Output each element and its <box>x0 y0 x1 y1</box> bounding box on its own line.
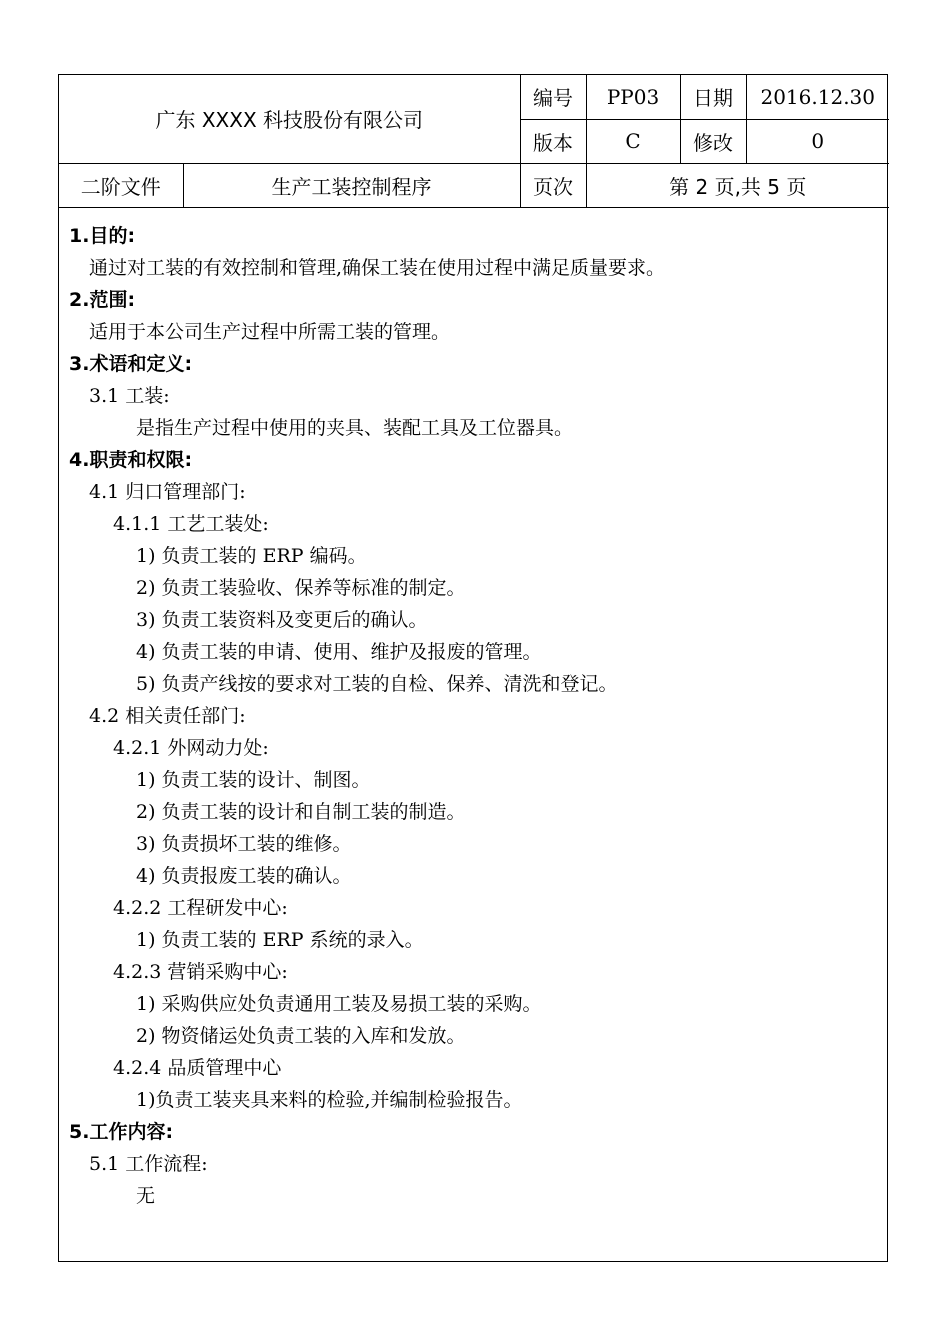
section-heading: 1.目的: <box>69 225 136 247</box>
doc-title: 生产工装控制程序 <box>183 163 520 207</box>
list-item: 3) 负责工装资料及变更后的确认。 <box>136 609 428 631</box>
list-item: 5) 负责产线按的要求对工装的自检、保养、清洗和登记。 <box>136 673 618 695</box>
body-line: 适用于本公司生产过程中所需工装的管理。 <box>89 321 451 343</box>
date-label: 日期 <box>680 75 746 119</box>
list-item: 2) 负责工装验收、保养等标准的制定。 <box>136 577 466 599</box>
body-line: 无 <box>136 1185 156 1207</box>
date-value: 2016.12.30 <box>746 75 889 119</box>
section-heading: 4.职责和权限: <box>69 449 193 471</box>
list-item: 1) 负责工装的 ERP 系统的录入。 <box>136 929 424 951</box>
page-value: 第 2 页,共 5 页 <box>586 163 889 207</box>
code-label: 编号 <box>520 75 586 119</box>
revision-label: 修改 <box>680 119 746 163</box>
section-heading: 3.术语和定义: <box>69 353 193 375</box>
body-line: 4.1.1 工艺工装处: <box>113 513 269 535</box>
list-item: 1) 负责工装的设计、制图。 <box>136 769 371 791</box>
body-line: 4.2.1 外网动力处: <box>113 737 269 759</box>
body-line: 4.2.2 工程研发中心: <box>113 897 288 919</box>
list-item: 1) 负责工装的 ERP 编码。 <box>136 545 367 567</box>
list-item: 4) 负责报废工装的确认。 <box>136 865 352 887</box>
revision-value: 0 <box>746 119 889 163</box>
document-header-table <box>59 75 889 208</box>
list-item: 3) 负责损坏工装的维修。 <box>136 833 352 855</box>
body-line: 是指生产过程中使用的夹具、装配工具及工位器具。 <box>136 417 574 439</box>
list-item: 1) 采购供应处负责通用工装及易损工装的采购。 <box>136 993 542 1015</box>
body-line: 4.1 归口管理部门: <box>89 481 246 503</box>
section-heading: 2.范围: <box>69 289 136 311</box>
body-line: 通过对工装的有效控制和管理,确保工装在使用过程中满足质量要求。 <box>89 257 666 279</box>
list-item: 4) 负责工装的申请、使用、维护及报废的管理。 <box>136 641 542 663</box>
company-name: 广东 XXXX 科技股份有限公司 <box>59 75 520 163</box>
body-line: 5.1 工作流程: <box>89 1153 208 1175</box>
version-value: C <box>586 119 680 163</box>
body-line: 4.2.4 品质管理中心 <box>113 1057 282 1079</box>
body-line: 3.1 工装: <box>89 385 170 407</box>
page-label: 页次 <box>520 163 586 207</box>
doc-level: 二阶文件 <box>59 163 183 207</box>
list-item: 2) 负责工装的设计和自制工装的制造。 <box>136 801 466 823</box>
list-item: 2) 物资储运处负责工装的入库和发放。 <box>136 1025 466 1047</box>
code-value: PP03 <box>586 75 680 119</box>
document-frame <box>58 74 888 1262</box>
section-heading: 5.工作内容: <box>69 1121 174 1143</box>
version-label: 版本 <box>520 119 586 163</box>
body-line: 4.2 相关责任部门: <box>89 705 246 727</box>
list-item: 1)负责工装夹具来料的检验,并编制检验报告。 <box>136 1089 523 1111</box>
body-line: 4.2.3 营销采购中心: <box>113 961 288 983</box>
